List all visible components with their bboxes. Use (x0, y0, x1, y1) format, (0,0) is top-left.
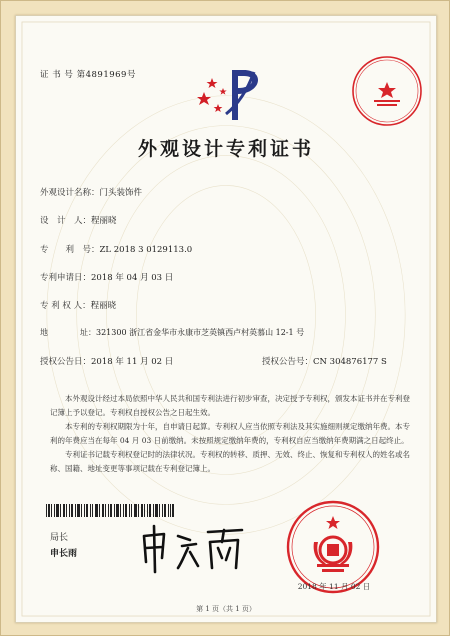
field-value: 2018 年 04 月 03 日 (91, 273, 174, 283)
field-value: 门头装饰件 (99, 188, 143, 198)
body-paragraph: 本外观设计经过本局依照中华人民共和国专利法进行初步审查，决定授予专利权，颁发本证书并在专利登记簿上予以登记。专利权自授权公告之日起生效。 (50, 394, 410, 417)
field-application-date (40, 271, 173, 283)
certificate-body (50, 392, 410, 476)
certificate-number (40, 68, 136, 80)
field-designer (40, 214, 117, 226)
field-value: CN 304876177 S (313, 357, 387, 367)
body-paragraph: 本专利的专利权期限为十年，自申请日起算。专利权人应当依照专利法及其实施细则规定缴纳年费。本专利的年费应当在每年 04 月 03 日前缴纳。未按照规定缴纳年费的，专利权自应当缴纳年费期满之日起终止。 (50, 422, 410, 445)
certificate-title: 外观设计专利证书 (137, 138, 314, 160)
field-value: 程丽晓 (90, 301, 117, 311)
field-label: 授权公告日： (40, 357, 92, 367)
field-patent-number (40, 243, 192, 255)
field-address (40, 327, 304, 338)
page-footer: 第 1 页（共 1 页） (196, 605, 256, 613)
field-label: 外观设计名称： (40, 188, 100, 198)
field-value: 程丽晓 (91, 216, 117, 226)
cnipa-logo-icon (196, 64, 266, 126)
field-label: 专 利 号： (40, 245, 100, 255)
field-label: 专 利 权 人： (40, 301, 91, 311)
field-label: 授权公告号： (262, 357, 314, 367)
field-grant-number (262, 355, 387, 367)
body-paragraph: 专利证书记载专利权登记时的法律状况。专利权的转移、质押、无效、终止、恢复和专利权人的姓名或名称、国籍、地址变更等事项记载在专利登记簿上。 (50, 450, 410, 473)
field-grant-date (40, 355, 173, 367)
seal-date: 2018 年 11 月 02 日 (297, 582, 371, 591)
field-label: 设 计 人： (40, 216, 92, 226)
certificate-number-value: 第4891969号 (76, 70, 136, 80)
barcode-icon (46, 504, 174, 517)
field-value: 2018 年 11 月 02 日 (91, 357, 174, 367)
handwritten-signature-icon (138, 522, 248, 574)
field-label: 地 址： (40, 328, 96, 337)
certificate-page (15, 15, 437, 623)
field-label: 专利申请日： (40, 273, 92, 283)
field-design-name (40, 186, 142, 198)
director-name: 申长雨 (50, 549, 78, 559)
field-value: ZL 2018 3 0129113.0 (99, 245, 193, 255)
director-title: 局长 (50, 533, 69, 543)
field-value: 321300 浙江省金华市永康市芝英镇西卢村英慕山 12-1 号 (96, 328, 305, 337)
certificate-number-label: 证 书 号 (40, 70, 74, 80)
document-seal-icon (350, 54, 424, 128)
field-patentee (40, 299, 116, 311)
